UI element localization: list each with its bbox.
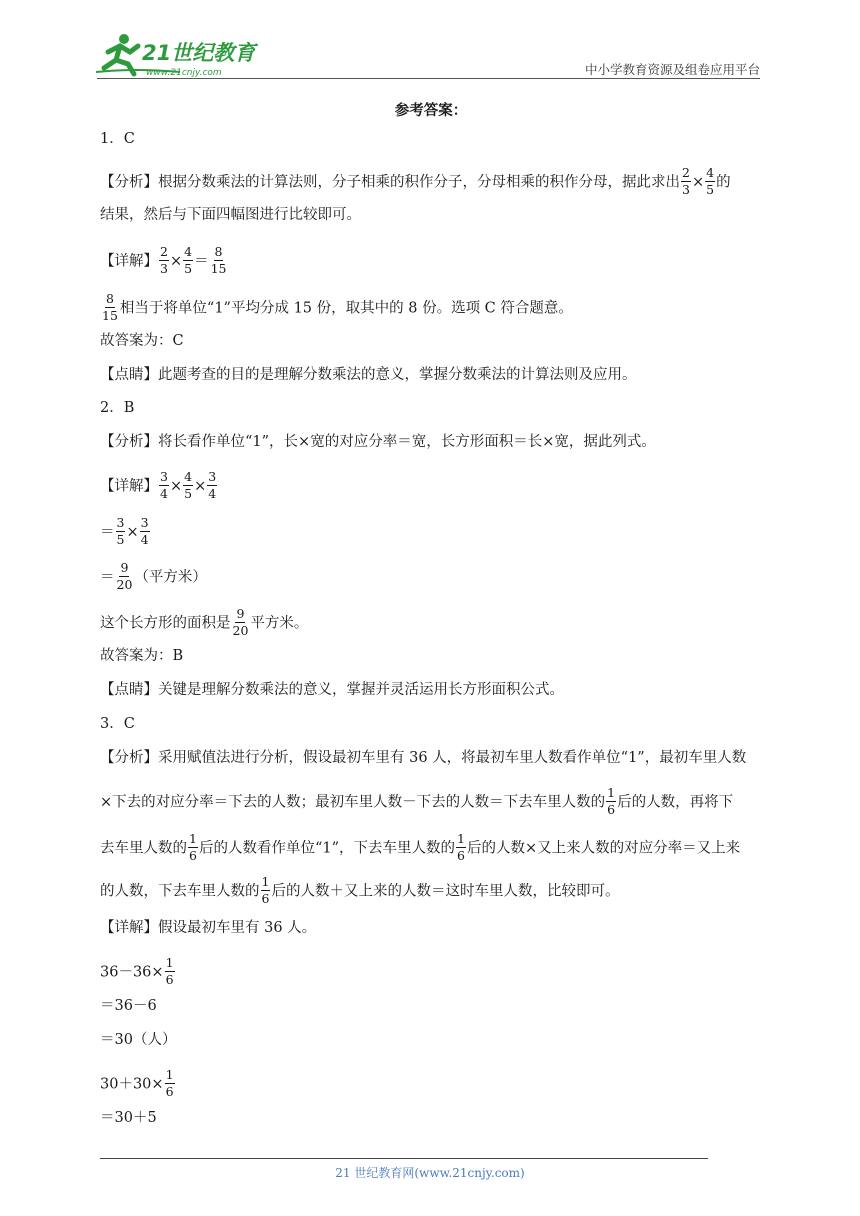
q2-detail-line2: ＝ $\frac{3}{5}$ × $\frac{3}{4}$ (100, 515, 149, 547)
fraction: $\frac{3}{4}$ (160, 469, 168, 501)
page-header (0, 0, 860, 82)
page-title: 参考答案： (394, 102, 468, 119)
q2-number: 2．B (100, 400, 135, 416)
fraction: $\frac{1}{6}$ (189, 831, 197, 863)
q3-calc-line2: ＝36－6 (100, 998, 157, 1014)
q2-detail-line3: ＝ $\frac{9}{20}$ （平方米） (100, 560, 207, 592)
q3-calc-line1: 36－36× $\frac{1}{6}$ (100, 955, 174, 987)
q1-comment: 【点睛】此题考查的目的是理解分数乘法的意义，掌握分数乘法的计算法则及应用。 (100, 367, 637, 383)
fraction: $\frac{4}{5}$ (184, 469, 193, 501)
q2-result: 这个长方形的面积是 $\frac{9}{20}$ 平方米。 (100, 606, 309, 638)
q3-analysis-line3: 去车里人数的 $\frac{1}{6}$ 后的人数看作单位“1”，下去车里人数的 $\frac{1}{6}$ 后的人数×又上来人数的对应分率＝又上来 (100, 831, 741, 863)
q3-calc-line5: ＝30＋5 (100, 1110, 157, 1126)
q1-detail: 【详解】 $\frac{2}{3}$ × $\frac{4}{5}$ ＝ $\frac{8}{15}$ (100, 244, 227, 276)
q3-calc-line4: 30＋30× $\frac{1}{6}$ (100, 1067, 174, 1099)
fraction: $\frac{1}{6}$ (165, 955, 174, 987)
q1-analysis-line2: 结果，然后与下面四幅图进行比较即可。 (100, 207, 361, 223)
fraction: $\frac{1}{6}$ (457, 831, 465, 863)
q3-number: 3．C (100, 716, 135, 732)
fraction: $\frac{8}{15}$ (102, 291, 118, 323)
footer-link[interactable]: 21 世纪教育网(www.21cnjy.com) (335, 1166, 525, 1180)
footer-divider (100, 1158, 708, 1159)
fraction: $\frac{2}{3}$ (160, 244, 168, 276)
fraction: $\frac{4}{5}$ (706, 165, 715, 197)
fraction: $\frac{1}{6}$ (261, 874, 270, 906)
site-logo[interactable] (94, 32, 264, 78)
fraction: $\frac{3}{4}$ (140, 515, 149, 547)
fraction: $\frac{3}{5}$ (116, 515, 125, 547)
q3-calc-line3: ＝30（人） (100, 1032, 177, 1048)
q1-answer: 故答案为：C (100, 333, 184, 349)
fraction: $\frac{2}{3}$ (682, 165, 690, 197)
fraction: $\frac{1}{6}$ (165, 1067, 174, 1099)
fraction: $\frac{8}{15}$ (210, 244, 227, 276)
fraction: $\frac{3}{4}$ (208, 469, 217, 501)
q3-analysis-line1: 【分析】采用赋值法进行分析，假设最初车里有 36 人，将最初车里人数看作单位“1”，最初车里人数 (100, 750, 747, 766)
q3-analysis-line2: ×下去的对应分率＝下去的人数；最初车里人数－下去的人数＝下去车里人数的 $\frac{1}{6}$ 后的人数，再将下 (100, 785, 734, 817)
runner-logo-icon (94, 32, 264, 78)
q2-analysis: 【分析】将长看作单位“1”，长×宽的对应分率＝宽，长方形面积＝长×宽，据此列式。 (100, 434, 656, 450)
q1-analysis-line1: 【分析】根据分数乘法的计算法则，分子相乘的积作分子，分母相乘的积作分母，据此求出 $\frac{2}{3}$ × $\frac{4}{5}$ 的 (100, 165, 731, 197)
q3-detail: 【详解】假设最初车里有 36 人。 (100, 920, 317, 936)
q2-detail-line1: 【详解】 $\frac{3}{4}$ × $\frac{4}{5}$ × $\frac{3}{4}$ (100, 469, 217, 501)
site-slogan: 中小学教育资源及组卷应用平台 (584, 62, 760, 77)
logo-text: 21世纪教育 (142, 41, 256, 65)
q1-number: 1．C (100, 131, 135, 147)
q2-answer: 故答案为：B (100, 648, 184, 664)
q1-explain: $\frac{8}{15}$ 相当于将单位“1”平均分成 15 份，取其中的 8 份。选项 C 符合题意。 (102, 291, 573, 323)
fraction: $\frac{9}{20}$ (116, 560, 133, 592)
q2-comment: 【点睛】关键是理解分数乘法的意义，掌握并灵活运用长方形面积公式。 (100, 682, 564, 698)
q1-analysis-text: 【分析】根据分数乘法的计算法则，分子相乘的积作分子，分母相乘的积作分母，据此求出 (100, 174, 680, 191)
fraction: $\frac{4}{5}$ (184, 244, 193, 276)
q3-analysis-line4: 的人数，下去车里人数的 $\frac{1}{6}$ 后的人数＋又上来的人数＝这时车里人数，比较即可。 (100, 874, 620, 906)
fraction: $\frac{9}{20}$ (232, 606, 249, 638)
header-divider (97, 78, 760, 79)
logo-url: www.21cnjy.com (146, 68, 222, 78)
fraction: $\frac{1}{6}$ (607, 785, 616, 817)
